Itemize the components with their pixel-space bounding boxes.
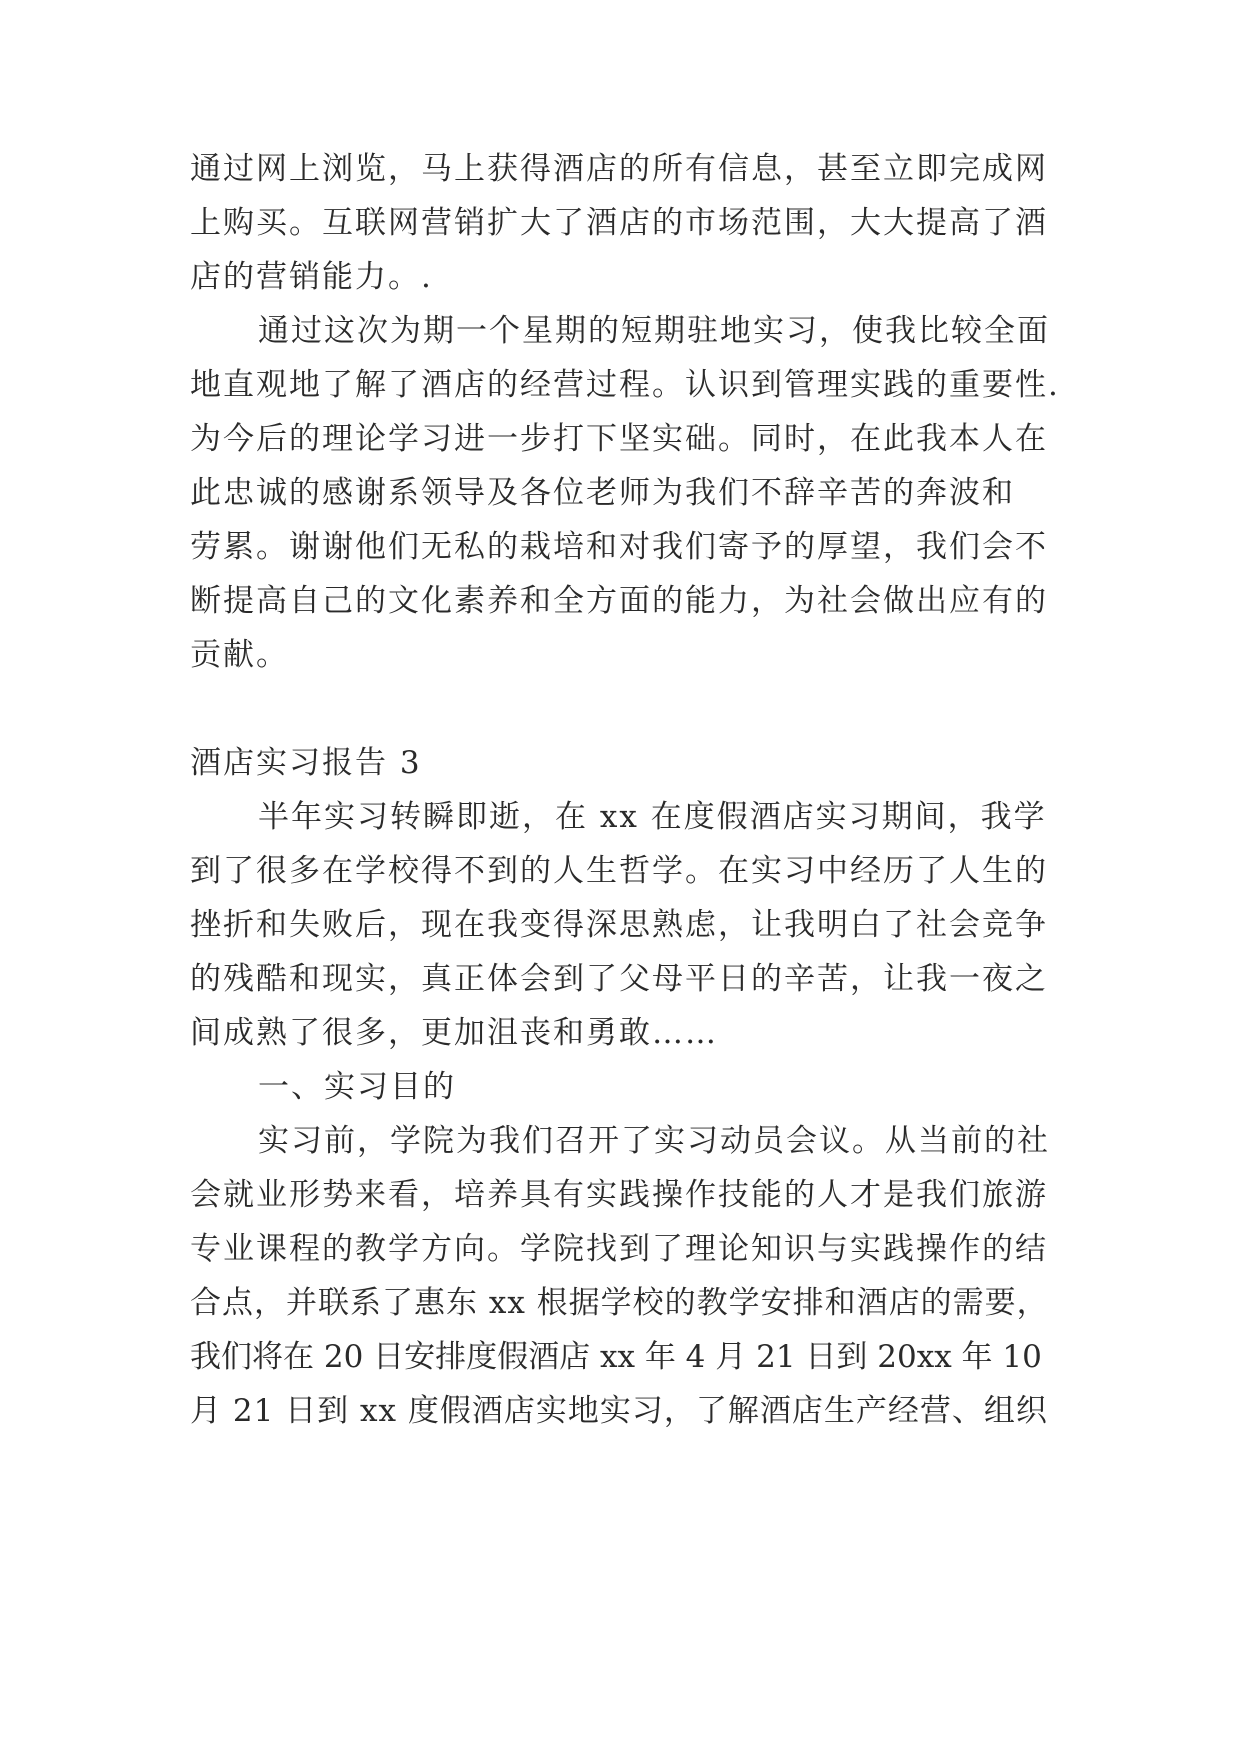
paragraph-2-line-3: 为今后的理论学习进一步打下坚实础。同时，在此我本人在 (190, 421, 1048, 457)
paragraph-4-line-1: 实习前，学院为我们召开了实习动员会议。从当前的社 (258, 1123, 1050, 1159)
paragraph-3-line-2: 到了很多在学校得不到的人生哲学。在实习中经历了人生的 (190, 853, 1048, 889)
paragraph-3-line-1: 半年实习转瞬即逝，在 xx 在度假酒店实习期间，我学 (258, 799, 1047, 835)
paragraph-4-line-5: 我们将在 20 日安排度假酒店 xx 年 4 月 21 日到 20xx 年 10 (190, 1339, 1042, 1375)
paragraph-2-line-4: 此忠诚的感谢系领导及各位老师为我们不辞辛苦的奔波和 (190, 475, 1015, 511)
paragraph-1-line-2: 上购买。互联网营销扩大了酒店的市场范围，大大提高了酒 (190, 205, 1048, 241)
paragraph-1-line-3: 店的营销能力。. (190, 259, 433, 295)
paragraph-2-line-5: 劳累。谢谢他们无私的栽培和对我们寄予的厚望，我们会不 (190, 529, 1048, 565)
paragraph-3-line-3: 挫折和失败后，现在我变得深思熟虑，让我明白了社会竞争 (190, 907, 1048, 943)
section-title: 酒店实习报告 3 (190, 745, 422, 781)
paragraph-1-line-1: 通过网上浏览，马上获得酒店的所有信息，甚至立即完成网 (190, 151, 1048, 187)
paragraph-2-line-2: 地直观地了解了酒店的经营过程。认识到管理实践的重要性. (190, 367, 1060, 403)
paragraph-3-line-5: 间成熟了很多，更加沮丧和勇敢…… (190, 1015, 718, 1051)
paragraph-4-line-2: 会就业形势来看，培养具有实践操作技能的人才是我们旅游 (190, 1177, 1048, 1213)
paragraph-2-line-7: 贡献。 (190, 637, 289, 673)
paragraph-2-line-6: 断提高自己的文化素养和全方面的能力，为社会做出应有的 (190, 583, 1048, 619)
paragraph-4-line-4: 合点，并联系了惠东 xx 根据学校的教学安排和酒店的需要， (190, 1285, 1049, 1321)
paragraph-4-line-6: 月 21 日到 xx 度假酒店实地实习，了解酒店生产经营、组织 (190, 1393, 1048, 1429)
paragraph-3-line-4: 的残酷和现实，真正体会到了父母平日的辛苦，让我一夜之 (190, 961, 1048, 997)
heading-internship-purpose: 一、实习目的 (258, 1069, 456, 1105)
paragraph-4-line-3: 专业课程的教学方向。学院找到了理论知识与实践操作的结 (190, 1231, 1048, 1267)
paragraph-2-line-1: 通过这次为期一个星期的短期驻地实习，使我比较全面 (258, 313, 1050, 349)
